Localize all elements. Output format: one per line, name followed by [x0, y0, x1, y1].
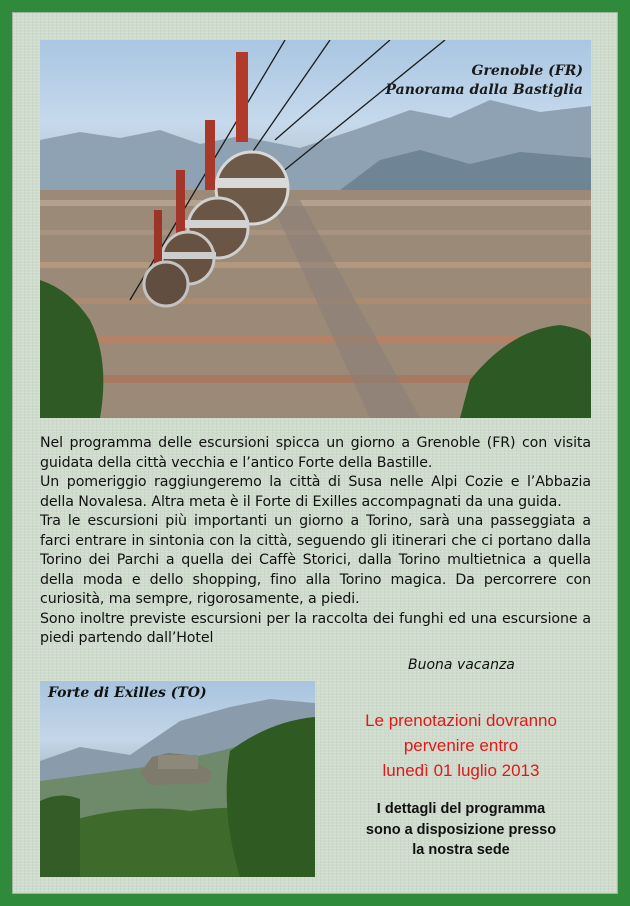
caption-subtitle: Panorama dalla Bastiglia — [385, 82, 583, 98]
paragraph-funghi: Sono inoltre previste escursioni per la raccolta dei funghi ed una escursione a piedi partendo dall’Hotel — [40, 610, 591, 646]
exilles-caption: Forte di Exilles (TO) — [48, 685, 207, 701]
details-line-2: sono a disposizione presso — [365, 821, 557, 838]
grenoble-photo — [40, 40, 591, 418]
paragraph-torino: Tra le escursioni più importanti un giorno a Torino, sarà una passeggiata a farci entrare in sintonia con la città, seguendo gli itinerari che ci portano dalla Torino dei Parchi a quella dei Caffè Storici, dalla Torino multietnica a quella della moda e dello shopping, fino alla Torino magica. Da percorrere con curiosità, ma sempre, rigorosamente, a piedi. — [40, 513, 591, 607]
details-line-1: I dettagli del programma — [376, 801, 546, 817]
deadline-line-2: pervenire entro — [403, 736, 519, 755]
program-description — [40, 434, 591, 649]
paragraph-susa: Un pomeriggio raggiungeremo la città di Susa nelle Alpi Cozie e l’Abbazia della Novalesa. Altra meta è il Forte di Exilles accompagnati da una guida. — [40, 474, 591, 510]
caption-title: Grenoble (FR) — [471, 63, 583, 79]
details-info — [330, 799, 592, 861]
deadline-date: lunedì 01 luglio 2013 — [382, 761, 540, 780]
details-line-3: la nostra sede — [412, 842, 510, 858]
exilles-illustration — [40, 681, 315, 877]
paragraph-grenoble: Nel programma delle escursioni spicca un giorno a Grenoble (FR) con visita guidata della città vecchia e l’antico Forte della Bastille. — [40, 435, 591, 471]
booking-notice — [330, 708, 592, 861]
deadline-line-1: Le prenotazioni dovranno — [365, 711, 557, 730]
grenoble-caption — [386, 62, 583, 100]
signoff: Buona vacanza — [408, 657, 515, 673]
exilles-photo — [40, 681, 315, 877]
